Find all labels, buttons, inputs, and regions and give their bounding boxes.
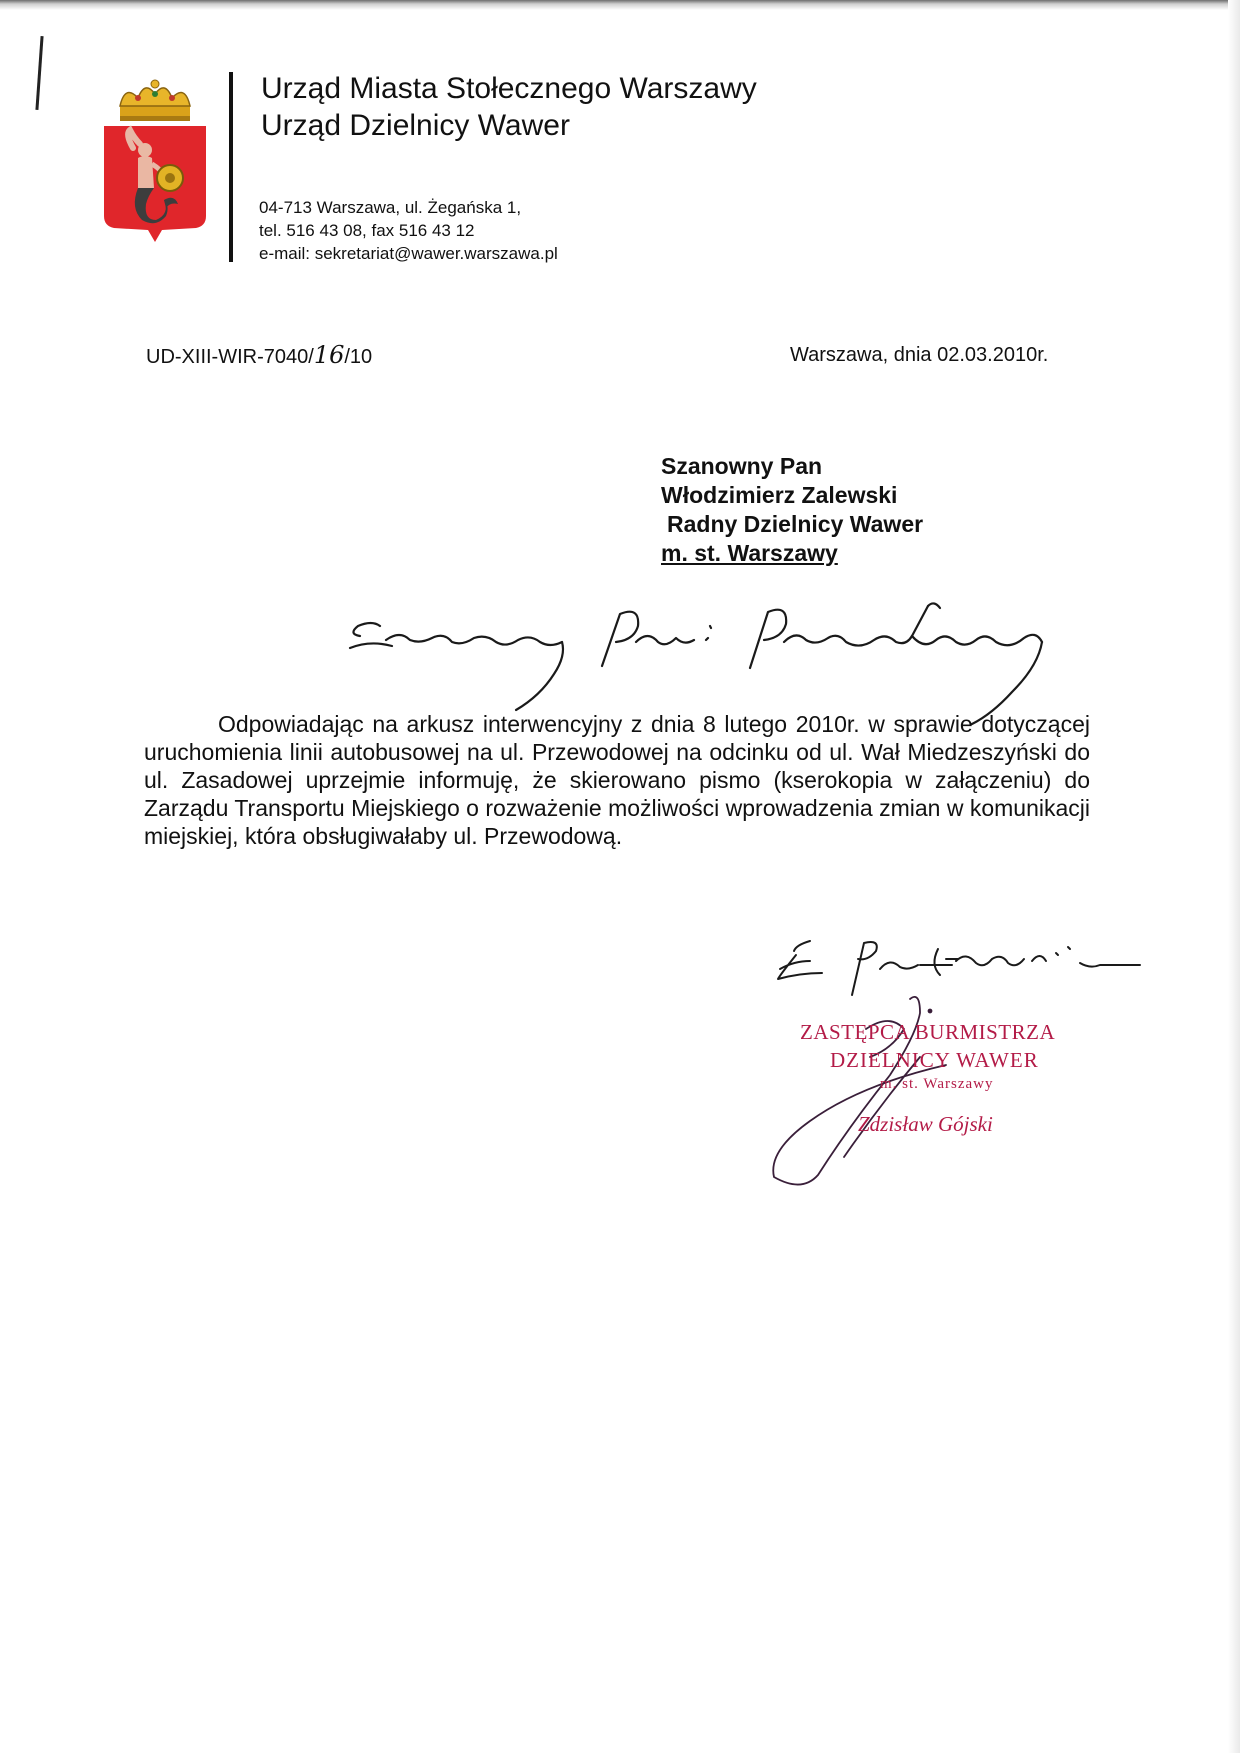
org-line-2: Urząd Dzielnicy Wawer <box>261 109 570 142</box>
reference-prefix: UD-XIII-WIR-7040/ <box>146 346 314 368</box>
recipient-salutation: Szanowny Pan <box>661 453 823 479</box>
crown-icon <box>120 80 190 121</box>
scan-edge-top <box>0 0 1240 10</box>
body-paragraph: Odpowiadając na arkusz interwencyjny z dnia 8 lutego 2010r. w sprawie dotyczącej uruchomienia linii autobusowej na ul. Przewodowej na odcinku od ul. Wał Miedzeszyński do ul. Zasadowej uprzejmie informuję, że skierowano pismo (kserokopia w załączeniu) do Zarządu Transportu Miejskiego o rozważenie możliwości wprowadzenia zmian w komunikacji miejskiej, która obsługiwałaby ul. Przewodową. <box>144 711 1090 849</box>
recipient-name: Włodzimierz Zalewski <box>661 482 898 508</box>
place-and-date: Warszawa, dnia 02.03.2010r. <box>790 344 1049 366</box>
header-divider <box>229 72 233 262</box>
shield-icon <box>157 165 183 191</box>
contact-block <box>259 196 558 265</box>
stamp-name: Zdzisław Gójski <box>858 1112 993 1136</box>
recipient-city: m. st. Warszawy <box>661 540 838 566</box>
address: 04-713 Warszawa, ul. Żegańska 1, <box>259 198 522 217</box>
email: e-mail: sekretariat@wawer.warszawa.pl <box>259 244 558 263</box>
org-line-1: Urząd Miasta Stołecznego Warszawy <box>261 72 757 105</box>
warsaw-crest-icon <box>100 78 210 243</box>
reference-handwritten-number: 16 <box>313 341 345 369</box>
stamp-city: m. st. Warszawy <box>880 1076 994 1092</box>
phone-fax: tel. 516 43 08, fax 516 43 12 <box>259 221 475 240</box>
stamp-district: DZIELNICY WAWER <box>830 1048 1039 1072</box>
letter-body <box>144 710 1090 850</box>
stamp-title: ZASTĘPCA BURMISTRZA <box>800 1020 1056 1044</box>
margin-pen-mark <box>35 36 43 110</box>
recipient-block <box>661 452 923 568</box>
scan-edge-right <box>1228 0 1240 1753</box>
organization-name <box>261 70 757 144</box>
reference-number <box>146 341 372 369</box>
reference-suffix: /10 <box>344 346 373 368</box>
recipient-title: Radny Dzielnicy Wawer <box>667 511 924 537</box>
